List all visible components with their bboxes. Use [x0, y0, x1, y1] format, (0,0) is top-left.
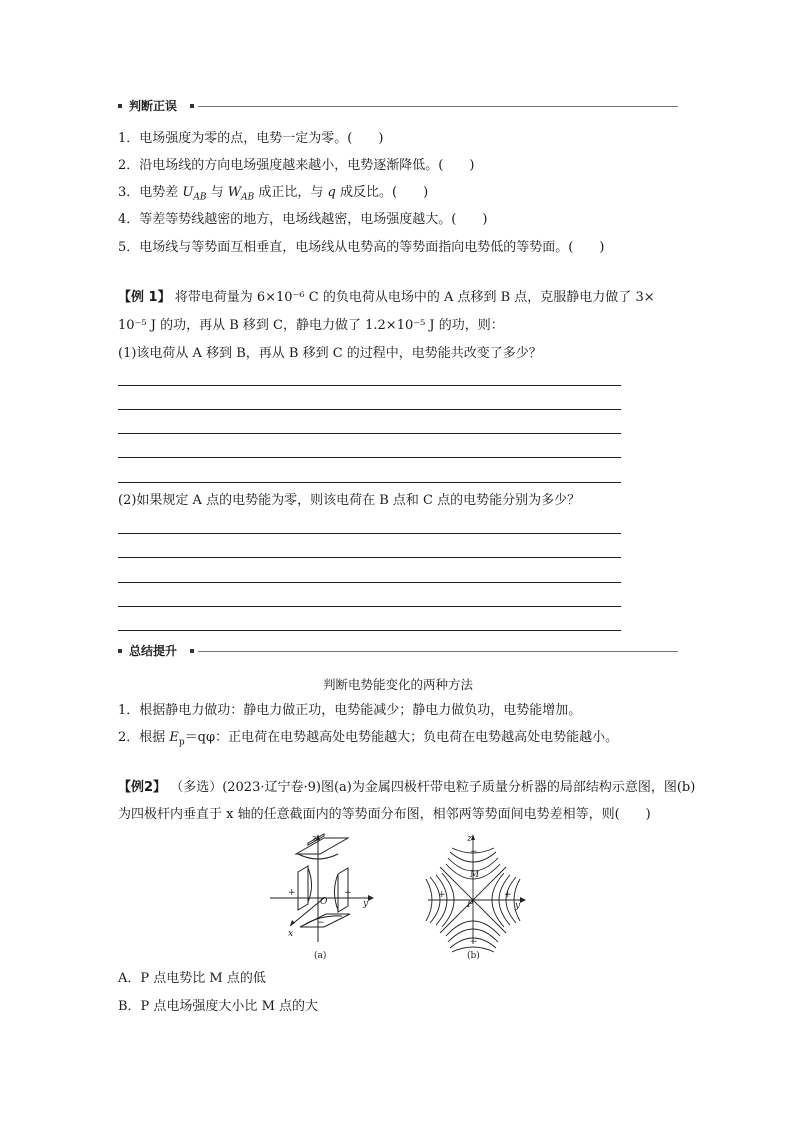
answer-line	[118, 533, 621, 534]
plus-sign: +	[344, 888, 352, 898]
axis-label-y: y	[515, 901, 521, 911]
section-title: 总结提升	[129, 644, 178, 658]
answer-line	[118, 606, 621, 607]
plus-sign: +	[438, 890, 446, 900]
judge-item-5: 5．电场线与等势面互相垂直，电场线从电势高的等势面指向电势低的等势面。( )	[118, 240, 605, 255]
bullet-square-icon	[118, 649, 122, 653]
axis-label-x: x	[288, 929, 294, 939]
answer-line	[118, 630, 621, 631]
judge-item-2: 2．沿电场线的方向电场强度越来越小，电势逐渐降低。( )	[118, 158, 475, 173]
plus-sign: +	[504, 890, 512, 900]
origin-label: O	[320, 897, 328, 907]
minus-sign: −	[317, 918, 325, 928]
answer-line	[118, 482, 621, 483]
summary-method-2: 2．根据 $E_p=q\varphi$：正电荷在电势越高处电势能越大；负电荷在电势越高处电势能越小。	[118, 730, 619, 748]
figure-b-equipotential	[420, 832, 530, 962]
figure-caption: (a)	[314, 951, 327, 961]
divider	[198, 106, 678, 107]
divider	[198, 651, 678, 652]
example2-line2: 为四极杆内垂直于 x 轴的任意截面内的等势面分布图，相邻两等势面间电势差相等，则( )	[118, 807, 651, 822]
example2-line1: 【例2】 （多选）(2023·辽宁卷·9)图(a)为金属四极杆带电粒子质量分析器的局部结构示意图，图(b)	[118, 780, 696, 795]
point-p-label: P	[467, 900, 474, 910]
summary-method-1: 1．根据静电力做功：静电力做正功，电势能减少；静电力做负功，电势能增加。	[118, 703, 582, 718]
minus-sign: −	[315, 855, 323, 865]
summary-heading: 判断电势能变化的两种方法	[322, 677, 473, 692]
answer-line	[118, 457, 621, 458]
minus-sign: −	[470, 847, 478, 857]
bullet-square-icon	[190, 649, 194, 653]
answer-line	[118, 433, 621, 434]
example1-line2: 10⁻⁵ J 的功，再从 B 移到 C，静电力做了 1.2×10⁻⁵ J 的功，则：	[118, 318, 504, 333]
example1-question-2: (2)如果规定 A 点的电势能为零，则该电荷在 B 点和 C 点的电势能分别为多少？	[118, 493, 581, 508]
bullet-square-icon	[190, 104, 194, 108]
section-title: 判断正误	[129, 99, 178, 113]
minus-sign: −	[470, 937, 478, 947]
point-m-label: M	[470, 870, 480, 880]
answer-line	[118, 385, 621, 386]
axis-label-z: z	[467, 834, 472, 844]
plus-sign: +	[288, 888, 296, 898]
axis-label-z: z	[312, 834, 317, 844]
option-a: A．P 点电势比 M 点的低	[118, 971, 266, 986]
example1-line1: 【例 1】 将带电荷量为 6×10⁻⁶ C 的负电荷从电场中的 A 点移到 B 点，克服静电力做了 3×	[118, 290, 655, 305]
judge-item-3: 3．电势差 $U_{AB}$ 与 $W_{AB}$ 成正比，与 q 成反比。( )	[118, 185, 429, 203]
figure-caption: (b)	[467, 951, 480, 961]
section-header-summary	[118, 644, 678, 660]
judge-item-1: 1．电场强度为零的点，电势一定为零。( )	[118, 131, 384, 146]
axis-label-y: y	[363, 899, 369, 909]
option-b: B．P 点电场强度大小比 M 点的大	[118, 999, 319, 1014]
example1-question-1: (1)该电荷从 A 移到 B，再从 B 移到 C 的过程中，电势能共改变了多少？	[118, 346, 542, 361]
bullet-square-icon	[118, 104, 122, 108]
figure-a-quadrupole	[268, 832, 378, 962]
answer-line	[118, 557, 621, 558]
answer-line	[118, 409, 621, 410]
judge-item-4: 4．等差等势线越密的地方，电场线越密，电场强度越大。( )	[118, 212, 488, 227]
section-header-judge	[118, 99, 678, 115]
answer-line	[118, 582, 621, 583]
